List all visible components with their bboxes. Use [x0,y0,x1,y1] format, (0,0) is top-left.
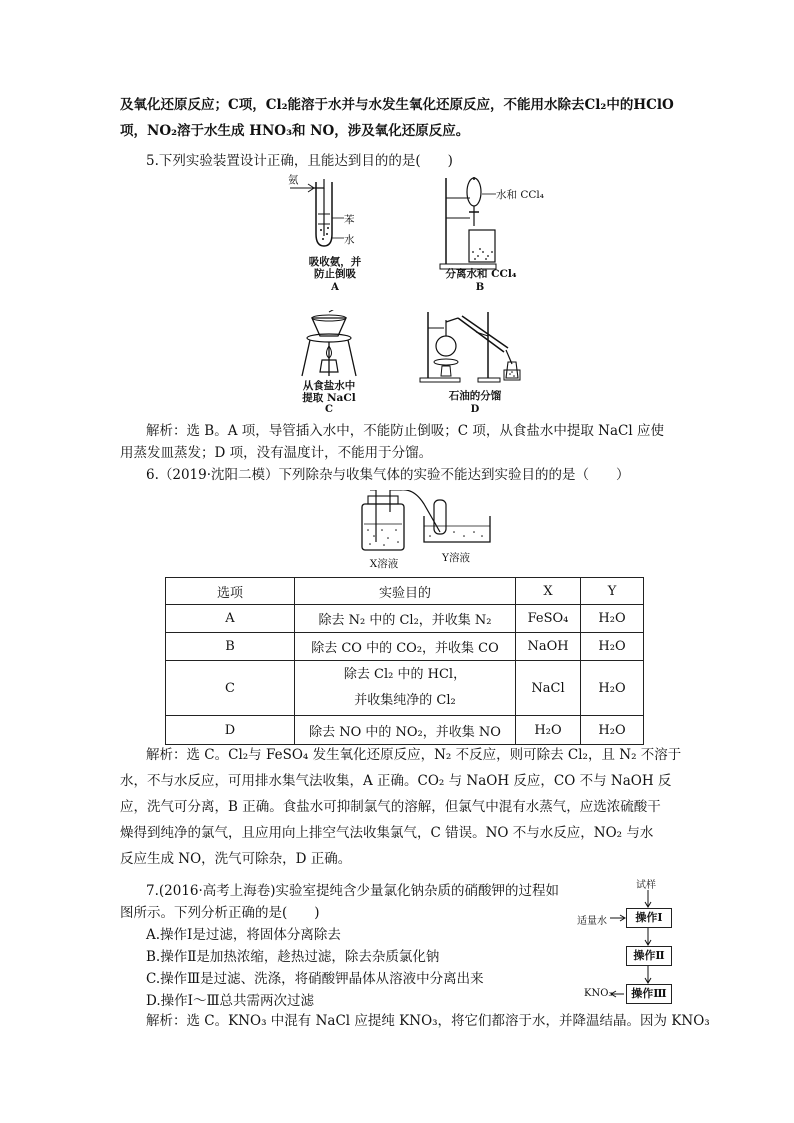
q6-analysis-2: 水，不与水反应，可用排水集气法收集，A 正确。CO₂ 与 NaOH 反应，CO 不与 NaOH 反 [120,773,672,789]
q6-analysis-3: 应，洗气可分离，B 正确。食盐水可抑制氯气的溶解，但氯气中混有水蒸气，应选浓硫酸干 [120,799,661,815]
cell-option: C [166,661,295,716]
cell-purpose-line-1: 除去 Cl₂ 中的 HCl， [343,667,467,682]
q5-analysis-1: 解析：选 B。A 项，导管插入水中，不能防止倒吸；C 项，从食盐水中提取 NaCl 应使 [146,423,664,439]
fig-c-letter: C [325,404,333,415]
table-row [166,661,644,716]
y-solution-label: Y溶液 [442,552,470,564]
figure-c-evaporation [294,310,364,378]
figure-q6-wash-bottle-trough [354,490,494,554]
q7-stem-1: 7.(2016·高考上海卷)实验室提纯含少量氯化钠杂质的硝酸钾的过程如 [146,883,560,899]
fig-a-water-label: 水 [344,234,355,246]
q6-analysis-1: 解析：选 C。Cl₂与 FeSO₄ 发生氧化还原反应，N₂ 不反应，则可除去 Cl₂，且 N₂ 不溶于 [146,747,682,763]
header-y: Y [581,578,644,605]
cell-purpose-line-2: 并收集纯净的 Cl₂ [354,693,456,708]
q7-stem-2: 图所示。下列分析正确的是( ) [120,905,320,921]
q6-analysis-5: 反应生成 NO，洗气可除杂，D 正确。 [120,851,352,867]
q6-stem: 6.（2019·沈阳二模）下列除杂与收集气体的实验不能达到实验目的的是（ ） [146,467,630,483]
fig-c-caption-1: 从食盐水中 [302,380,356,392]
header-x: X [516,578,581,605]
x-solution-label: X溶液 [369,558,399,570]
cell-y: H₂O [581,716,644,745]
cell-y: H₂O [581,661,644,716]
q5-analysis-2: 用蒸发皿蒸发；D 项，没有温度计，不能用于分馏。 [120,445,433,461]
q7-option-d: D.操作Ⅰ～Ⅲ总共需两次过滤 [146,993,314,1009]
para-line-2: 项，NO₂溶于水生成 HNO₃和 NO，涉及氧化还原反应。 [120,123,470,139]
q5-stem: 5.下列实验装置设计正确，且能达到目的的是( ) [146,153,453,169]
table-row [166,716,644,745]
q6-analysis-4: 燥得到纯净的氯气，且应用向上排空气法收集氯气，C 错误。NO 不与水反应，NO₂ 与水 [120,825,654,841]
para-line-1: 及氧化还原反应；C项，Cl₂能溶于水并与水发生氧化还原反应，不能用水除去Cl₂中的HClO [120,97,674,113]
cell-option: A [166,605,295,633]
cell-x: NaOH [516,633,581,661]
cell-x: H₂O [516,716,581,745]
fig-c-caption-2: 提取 NaCl [302,392,356,404]
cell-option: D [166,716,295,745]
header-option: 选项 [166,578,295,605]
cell-purpose [295,661,516,716]
fig-a-letter: A [331,282,339,293]
table-row [166,605,644,633]
flow-op1-box: 操作Ⅰ [626,908,672,928]
fig-a-caption-2: 防止倒吸 [314,268,356,280]
fig-b-label: 水和 CCl₄ [496,189,544,201]
cell-y: H₂O [581,633,644,661]
flow-sample-label: 试样 [636,880,656,891]
cell-purpose: 除去 NO 中的 NO₂，并收集 NO [295,716,516,745]
flow-product-label: KNO₃ [584,988,613,999]
flow-op2-box: 操作Ⅱ [626,946,672,966]
cell-purpose: 除去 CO 中的 CO₂，并收集 CO [295,633,516,661]
q7-option-b: B.操作Ⅱ是加热浓缩，趁热过滤，除去杂质氯化钠 [146,949,440,965]
q7-analysis: 解析：选 C。KNO₃ 中混有 NaCl 应提纯 KNO₃，将它们都溶于水，并降温结晶。因为 KNO₃ [146,1013,710,1029]
q7-option-a: A.操作Ⅰ是过滤，将固体分离除去 [146,927,341,943]
fig-b-letter: B [475,282,485,293]
fig-a-gas-label: 氨 [288,174,299,186]
fig-a-benzene-label: 苯 [344,214,355,226]
cell-x: FeSO₄ [516,605,581,633]
flow-water-label: 适量水 [577,916,607,927]
q7-option-c: C.操作Ⅲ是过滤、洗涤，将硝酸钾晶体从溶液中分离出来 [146,971,484,987]
q6-options-table [165,577,644,745]
fig-b-caption: 分离水和 CCl₄ [445,268,517,280]
figure-d-distillation [414,308,526,384]
table-row [166,633,644,661]
cell-x: NaCl [516,661,581,716]
cell-option: B [166,633,295,661]
fig-d-letter: D [470,404,480,415]
cell-purpose: 除去 N₂ 中的 Cl₂，并收集 N₂ [295,605,516,633]
header-purpose: 实验目的 [295,578,516,605]
fig-d-caption: 石油的分馏 [448,390,502,402]
figure-b-separatory-funnel [436,174,546,272]
cell-y: H₂O [581,605,644,633]
flow-op3-box: 操作Ⅲ [626,984,672,1004]
fig-a-caption-1: 吸收氨，并 [308,256,362,268]
